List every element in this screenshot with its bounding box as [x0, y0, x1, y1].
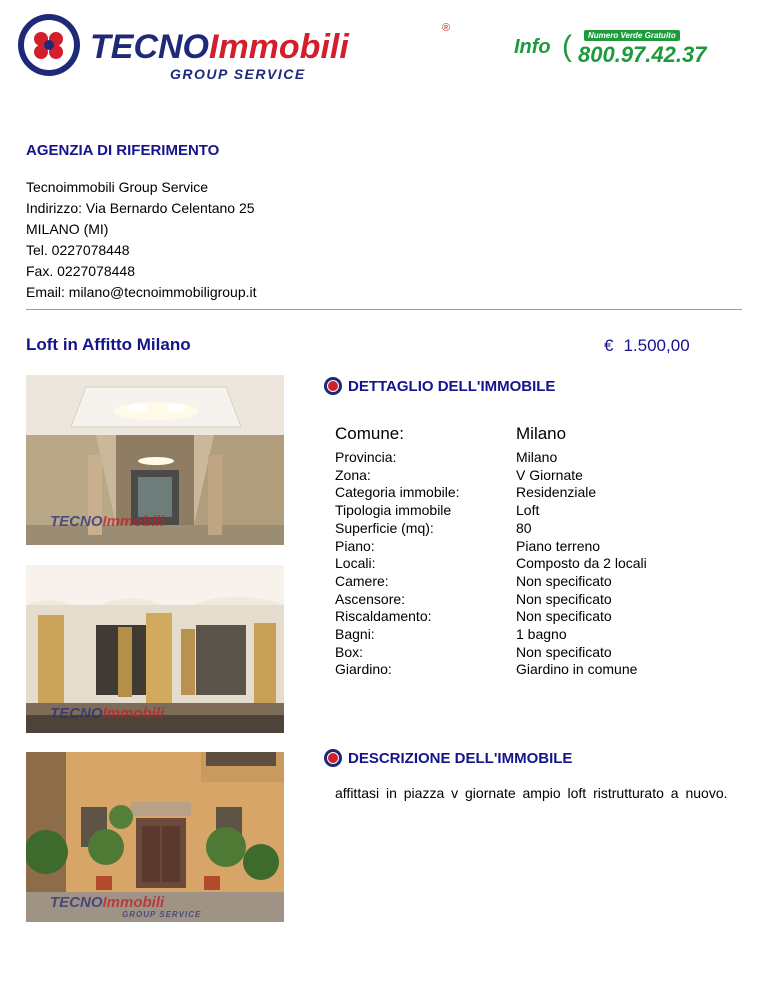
agency-phone: Tel. 0227078448 [26, 242, 130, 258]
logo-subtitle: GROUP SERVICE [170, 66, 306, 82]
detail-value: V Giornate [516, 466, 583, 483]
toll-free-number[interactable]: 800.97.42.37 [578, 42, 707, 67]
agency-name: Tecnoimmobili Group Service [26, 179, 209, 195]
logo-wordmark: TECNOImmobili [90, 28, 349, 66]
agency-title: AGENZIA DI RIFERIMENTO [26, 142, 220, 159]
photo-watermark: TECNOImmobili [50, 513, 165, 530]
detail-values [516, 449, 647, 679]
detail-label: Riscaldamento: [335, 608, 432, 625]
property-photo-3[interactable] [26, 752, 284, 922]
logo-emblem-icon [18, 14, 80, 76]
detail-value: Giardino in comune [516, 661, 638, 678]
detail-label: Box: [335, 643, 364, 660]
detail-value: 80 [516, 519, 532, 536]
info-label: Info [514, 36, 551, 58]
property-photo-1[interactable] [26, 375, 284, 545]
detail-label: Camere: [335, 572, 389, 589]
details-section-title [324, 377, 555, 395]
toll-free-badge: Numero Verde Gratuito [584, 30, 680, 41]
brand-bullet-icon [324, 377, 342, 395]
detail-value: Non specificato [516, 643, 612, 660]
info-phone-box [514, 28, 744, 68]
comune-value: Milano [516, 424, 567, 443]
detail-label: Giardino: [335, 661, 392, 678]
detail-value: 1 bagno [516, 626, 567, 643]
detail-value: Non specificato [516, 590, 612, 607]
agency-fax: Fax. 0227078448 [26, 263, 135, 279]
comune-label: Comune: [335, 424, 404, 443]
listing-price [604, 336, 690, 356]
description-text: affittasi in piazza v giornate ampio loft ristrutturato a nuovo. [335, 785, 728, 801]
detail-label: Tipologia immobile [335, 502, 452, 519]
detail-value: Non specificato [516, 608, 612, 625]
detail-value: Composto da 2 locali [516, 555, 647, 572]
detail-label: Provincia: [335, 449, 397, 465]
detail-labels [335, 449, 460, 679]
detail-label: Superficie (mq): [335, 519, 434, 536]
description-title-text: DESCRIZIONE DELL'IMMOBILE [348, 749, 573, 767]
listing-title: Loft in Affitto Milano [26, 335, 191, 354]
company-logo [18, 14, 458, 86]
details-title-text: DETTAGLIO DELL'IMMOBILE [348, 377, 556, 395]
brand-bullet-icon [324, 749, 342, 767]
currency-symbol: € [604, 336, 614, 355]
detail-label: Categoria immobile: [335, 484, 460, 501]
detail-value: Residenziale [516, 484, 597, 501]
photo-watermark: TECNOImmobili [50, 705, 165, 722]
agency-address: Indirizzo: Via Bernardo Celentano 25 [26, 200, 255, 216]
property-photo-2[interactable] [26, 565, 284, 733]
divider [26, 309, 742, 310]
detail-value: Non specificato [516, 572, 612, 589]
detail-value: Milano [516, 449, 558, 465]
detail-label: Zona: [335, 466, 371, 483]
detail-label: Ascensore: [335, 590, 406, 607]
price-value: 1.500,00 [623, 336, 690, 355]
photo-watermark: TECNOImmobili [50, 894, 165, 911]
description-section-title [324, 749, 572, 767]
photo-watermark-sub: GROUP SERVICE [122, 910, 202, 919]
agency-city: MILANO (MI) [26, 221, 109, 237]
registered-mark: ® [442, 22, 451, 34]
detail-value: Piano terreno [516, 537, 601, 554]
detail-label: Bagni: [335, 626, 375, 643]
detail-label: Piano: [335, 537, 375, 554]
detail-value: Loft [516, 502, 540, 519]
phone-icon: ( [562, 30, 572, 63]
agency-email[interactable]: Email: milano@tecnoimmobiligroup.it [26, 284, 257, 300]
detail-label: Locali: [335, 555, 376, 572]
